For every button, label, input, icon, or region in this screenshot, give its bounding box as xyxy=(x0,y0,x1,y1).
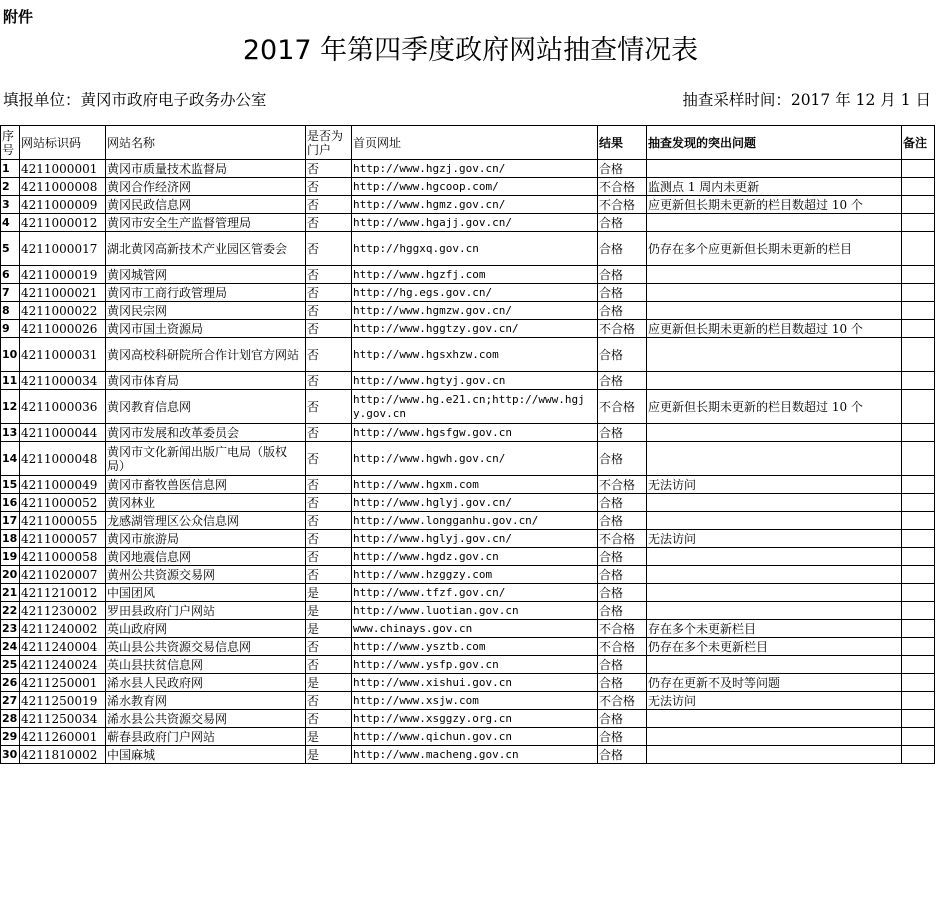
cell-no: 30 xyxy=(1,746,20,764)
cell-site-name: 黄冈市国土资源局 xyxy=(106,320,306,338)
table-row xyxy=(1,530,935,548)
cell-remark xyxy=(902,390,935,424)
cell-portal: 否 xyxy=(306,214,352,232)
cell-result: 合格 xyxy=(598,584,647,602)
cell-remark xyxy=(902,424,935,442)
cell-remark xyxy=(902,566,935,584)
cell-url: http://www.hggtzy.gov.cn/ xyxy=(352,320,598,338)
cell-site-name: 浠水县公共资源交易网 xyxy=(106,710,306,728)
cell-url: http://www.qichun.gov.cn xyxy=(352,728,598,746)
cell-result: 合格 xyxy=(598,214,647,232)
cell-portal: 否 xyxy=(306,548,352,566)
cell-issue xyxy=(647,424,902,442)
cell-site-name: 黄冈市旅游局 xyxy=(106,530,306,548)
cell-url: http://www.xsggzy.org.cn xyxy=(352,710,598,728)
cell-issue xyxy=(647,266,902,284)
cell-no: 8 xyxy=(1,302,20,320)
page-title: 2017 年第四季度政府网站抽查情况表 xyxy=(242,35,699,66)
cell-issue: 应更新但长期未更新的栏目数超过 10 个 xyxy=(647,196,902,214)
table-row xyxy=(1,214,935,232)
cell-portal: 否 xyxy=(306,390,352,424)
cell-portal: 否 xyxy=(306,656,352,674)
cell-issue: 监测点 1 周内未更新 xyxy=(647,178,902,196)
cell-issue: 无法访问 xyxy=(647,692,902,710)
cell-site-id: 4211000057 xyxy=(20,530,106,548)
cell-url: www.chinays.gov.cn xyxy=(352,620,598,638)
cell-url: http://www.hgdz.gov.cn xyxy=(352,548,598,566)
cell-issue xyxy=(647,372,902,390)
cell-url: http://www.hgwh.gov.cn/ xyxy=(352,442,598,476)
cell-issue xyxy=(647,512,902,530)
cell-issue: 无法访问 xyxy=(647,530,902,548)
cell-site-id: 4211000019 xyxy=(20,266,106,284)
cell-remark xyxy=(902,674,935,692)
cell-issue xyxy=(647,710,902,728)
cell-no: 27 xyxy=(1,692,20,710)
cell-url: http://www.luotian.gov.cn xyxy=(352,602,598,620)
cell-issue xyxy=(647,302,902,320)
cell-result: 合格 xyxy=(598,512,647,530)
cell-result: 合格 xyxy=(598,372,647,390)
cell-url: http://www.hgxm.com xyxy=(352,476,598,494)
cell-site-name: 黄冈林业 xyxy=(106,494,306,512)
cell-site-name: 英山县扶贫信息网 xyxy=(106,656,306,674)
header-issue: 抽查发现的突出问题 xyxy=(647,126,902,160)
table-row xyxy=(1,284,935,302)
cell-site-name: 英山县公共资源交易信息网 xyxy=(106,638,306,656)
cell-result: 合格 xyxy=(598,284,647,302)
cell-url: http://www.hgajj.gov.cn/ xyxy=(352,214,598,232)
cell-portal: 否 xyxy=(306,512,352,530)
cell-site-name: 黄州公共资源交易网 xyxy=(106,566,306,584)
cell-remark xyxy=(902,512,935,530)
cell-no: 24 xyxy=(1,638,20,656)
cell-remark xyxy=(902,584,935,602)
cell-result: 不合格 xyxy=(598,530,647,548)
cell-result: 合格 xyxy=(598,566,647,584)
cell-portal: 否 xyxy=(306,266,352,284)
table-row xyxy=(1,442,935,476)
cell-site-name: 浠水教育网 xyxy=(106,692,306,710)
cell-site-id: 4211250001 xyxy=(20,674,106,692)
table-row xyxy=(1,656,935,674)
cell-no: 6 xyxy=(1,266,20,284)
cell-site-id: 4211810002 xyxy=(20,746,106,764)
cell-no: 19 xyxy=(1,548,20,566)
cell-portal: 否 xyxy=(306,494,352,512)
cell-site-id: 4211000048 xyxy=(20,442,106,476)
cell-portal: 否 xyxy=(306,442,352,476)
cell-remark xyxy=(902,656,935,674)
cell-issue: 无法访问 xyxy=(647,476,902,494)
cell-url: http://www.macheng.gov.cn xyxy=(352,746,598,764)
cell-portal: 否 xyxy=(306,710,352,728)
table-row xyxy=(1,390,935,424)
table-row xyxy=(1,178,935,196)
header-remark: 备注 xyxy=(902,126,935,160)
cell-no: 12 xyxy=(1,390,20,424)
cell-site-id: 4211230002 xyxy=(20,602,106,620)
cell-url: http://hggxq.gov.cn xyxy=(352,232,598,266)
cell-site-id: 4211000044 xyxy=(20,424,106,442)
cell-result: 不合格 xyxy=(598,178,647,196)
cell-portal: 否 xyxy=(306,638,352,656)
cell-remark xyxy=(902,620,935,638)
cell-issue xyxy=(647,602,902,620)
cell-site-name: 黄冈市体育局 xyxy=(106,372,306,390)
table-row xyxy=(1,746,935,764)
cell-remark xyxy=(902,160,935,178)
cell-url: http://www.xishui.gov.cn xyxy=(352,674,598,692)
cell-site-name: 黄冈高校科研院所合作计划官方网站 xyxy=(106,338,306,372)
cell-url: http://www.hglyj.gov.cn/ xyxy=(352,494,598,512)
cell-site-id: 4211210012 xyxy=(20,584,106,602)
cell-remark xyxy=(902,338,935,372)
cell-site-id: 4211260001 xyxy=(20,728,106,746)
table-row xyxy=(1,494,935,512)
cell-remark xyxy=(902,602,935,620)
cell-remark xyxy=(902,320,935,338)
cell-portal: 否 xyxy=(306,178,352,196)
cell-site-id: 4211000012 xyxy=(20,214,106,232)
cell-site-id: 4211240024 xyxy=(20,656,106,674)
cell-portal: 是 xyxy=(306,746,352,764)
cell-url: http://www.ysfp.gov.cn xyxy=(352,656,598,674)
cell-issue: 仍存在更新不及时等问题 xyxy=(647,674,902,692)
cell-portal: 否 xyxy=(306,160,352,178)
cell-site-name: 浠水县人民政府网 xyxy=(106,674,306,692)
cell-url: http://www.hgmz.gov.cn/ xyxy=(352,196,598,214)
cell-issue xyxy=(647,338,902,372)
cell-portal: 是 xyxy=(306,584,352,602)
cell-site-id: 4211000031 xyxy=(20,338,106,372)
table-row xyxy=(1,548,935,566)
cell-site-id: 4211240002 xyxy=(20,620,106,638)
cell-issue: 应更新但长期未更新的栏目数超过 10 个 xyxy=(647,390,902,424)
cell-no: 25 xyxy=(1,656,20,674)
cell-site-name: 黄冈合作经济网 xyxy=(106,178,306,196)
table-row xyxy=(1,302,935,320)
cell-issue xyxy=(647,160,902,178)
cell-url: http://hg.egs.gov.cn/ xyxy=(352,284,598,302)
header-id: 网站标识码 xyxy=(20,126,106,160)
cell-result: 合格 xyxy=(598,494,647,512)
cell-no: 9 xyxy=(1,320,20,338)
cell-issue xyxy=(647,442,902,476)
cell-issue: 应更新但长期未更新的栏目数超过 10 个 xyxy=(647,320,902,338)
cell-url: http://www.hgcoop.com/ xyxy=(352,178,598,196)
cell-url: http://www.hglyj.gov.cn/ xyxy=(352,530,598,548)
cell-remark xyxy=(902,372,935,390)
cell-issue xyxy=(647,656,902,674)
cell-portal: 否 xyxy=(306,196,352,214)
table-row xyxy=(1,320,935,338)
cell-no: 15 xyxy=(1,476,20,494)
cell-no: 17 xyxy=(1,512,20,530)
cell-url: http://www.hgzfj.com xyxy=(352,266,598,284)
cell-result: 不合格 xyxy=(598,320,647,338)
cell-no: 18 xyxy=(1,530,20,548)
cell-issue xyxy=(647,548,902,566)
cell-site-id: 4211250019 xyxy=(20,692,106,710)
cell-url: http://www.hgsfgw.gov.cn xyxy=(352,424,598,442)
cell-issue: 存在多个未更新栏目 xyxy=(647,620,902,638)
cell-portal: 否 xyxy=(306,566,352,584)
sampling-time: 抽查采样时间：2017 年 12 月 1 日 xyxy=(682,91,931,109)
cell-no: 5 xyxy=(1,232,20,266)
cell-remark xyxy=(902,548,935,566)
cell-remark xyxy=(902,214,935,232)
cell-remark xyxy=(902,710,935,728)
header-url: 首页网址 xyxy=(352,126,598,160)
table-row xyxy=(1,584,935,602)
cell-site-id: 4211000052 xyxy=(20,494,106,512)
cell-no: 20 xyxy=(1,566,20,584)
cell-site-name: 黄冈市发展和改革委员会 xyxy=(106,424,306,442)
table-row xyxy=(1,674,935,692)
cell-url: http://www.xsjw.com xyxy=(352,692,598,710)
table-header xyxy=(1,126,935,160)
header-name: 网站名称 xyxy=(106,126,306,160)
cell-site-name: 罗田县政府门户网站 xyxy=(106,602,306,620)
cell-url: http://www.hgtyj.gov.cn xyxy=(352,372,598,390)
cell-portal: 否 xyxy=(306,530,352,548)
cell-remark xyxy=(902,476,935,494)
cell-result: 不合格 xyxy=(598,620,647,638)
header-no: 序号 xyxy=(1,126,20,160)
cell-url: http://www.hgzj.gov.cn/ xyxy=(352,160,598,178)
cell-remark xyxy=(902,284,935,302)
cell-result: 合格 xyxy=(598,338,647,372)
cell-remark xyxy=(902,746,935,764)
cell-site-name: 中国麻城 xyxy=(106,746,306,764)
cell-portal: 是 xyxy=(306,602,352,620)
cell-no: 4 xyxy=(1,214,20,232)
table-row xyxy=(1,372,935,390)
cell-site-name: 黄冈教育信息网 xyxy=(106,390,306,424)
cell-site-id: 4211000058 xyxy=(20,548,106,566)
cell-remark xyxy=(902,442,935,476)
table-row xyxy=(1,566,935,584)
cell-portal: 否 xyxy=(306,476,352,494)
cell-issue xyxy=(647,214,902,232)
cell-issue: 仍存在多个应更新但长期未更新的栏目 xyxy=(647,232,902,266)
cell-site-name: 黄冈城管网 xyxy=(106,266,306,284)
cell-portal: 否 xyxy=(306,320,352,338)
cell-result: 合格 xyxy=(598,674,647,692)
cell-url: http://www.ysztb.com xyxy=(352,638,598,656)
cell-remark xyxy=(902,302,935,320)
cell-no: 11 xyxy=(1,372,20,390)
cell-issue xyxy=(647,728,902,746)
cell-site-name: 黄冈地震信息网 xyxy=(106,548,306,566)
cell-no: 10 xyxy=(1,338,20,372)
cell-portal: 否 xyxy=(306,692,352,710)
table-row xyxy=(1,424,935,442)
cell-no: 23 xyxy=(1,620,20,638)
header-portal: 是否为门户 xyxy=(306,126,352,160)
cell-portal: 否 xyxy=(306,284,352,302)
cell-site-id: 4211000022 xyxy=(20,302,106,320)
cell-result: 合格 xyxy=(598,232,647,266)
cell-no: 26 xyxy=(1,674,20,692)
cell-result: 合格 xyxy=(598,656,647,674)
cell-no: 1 xyxy=(1,160,20,178)
cell-no: 7 xyxy=(1,284,20,302)
cell-remark xyxy=(902,530,935,548)
cell-remark xyxy=(902,494,935,512)
cell-portal: 否 xyxy=(306,424,352,442)
cell-no: 2 xyxy=(1,178,20,196)
cell-remark xyxy=(902,266,935,284)
cell-no: 13 xyxy=(1,424,20,442)
table-row xyxy=(1,728,935,746)
cell-site-id: 4211000001 xyxy=(20,160,106,178)
cell-site-name: 黄冈民宗网 xyxy=(106,302,306,320)
cell-result: 合格 xyxy=(598,602,647,620)
cell-no: 3 xyxy=(1,196,20,214)
cell-remark xyxy=(902,196,935,214)
cell-result: 不合格 xyxy=(598,476,647,494)
cell-url: http://www.longganhu.gov.cn/ xyxy=(352,512,598,530)
header-result: 结果 xyxy=(598,126,647,160)
attachment-label: 附件 xyxy=(3,8,34,26)
table-row xyxy=(1,692,935,710)
cell-result: 合格 xyxy=(598,728,647,746)
cell-portal: 否 xyxy=(306,302,352,320)
table-row xyxy=(1,338,935,372)
cell-site-name: 黄冈市文化新闻出版广电局（版权局） xyxy=(106,442,306,476)
cell-result: 合格 xyxy=(598,442,647,476)
cell-no: 14 xyxy=(1,442,20,476)
cell-portal: 是 xyxy=(306,728,352,746)
cell-issue: 仍存在多个未更新栏目 xyxy=(647,638,902,656)
cell-portal: 否 xyxy=(306,232,352,266)
cell-site-name: 黄冈市质量技术监督局 xyxy=(106,160,306,178)
cell-issue xyxy=(647,746,902,764)
table-row xyxy=(1,476,935,494)
cell-site-name: 黄冈民政信息网 xyxy=(106,196,306,214)
cell-no: 22 xyxy=(1,602,20,620)
cell-url: http://www.hzggzy.com xyxy=(352,566,598,584)
cell-site-id: 4211020007 xyxy=(20,566,106,584)
cell-issue xyxy=(647,566,902,584)
cell-no: 28 xyxy=(1,710,20,728)
table-row xyxy=(1,266,935,284)
table-row xyxy=(1,196,935,214)
cell-site-name: 中国团风 xyxy=(106,584,306,602)
cell-issue xyxy=(647,284,902,302)
cell-result: 合格 xyxy=(598,302,647,320)
cell-result: 不合格 xyxy=(598,638,647,656)
cell-site-id: 4211000021 xyxy=(20,284,106,302)
cell-result: 合格 xyxy=(598,710,647,728)
cell-site-id: 4211000055 xyxy=(20,512,106,530)
cell-remark xyxy=(902,232,935,266)
table-row xyxy=(1,512,935,530)
cell-result: 不合格 xyxy=(598,692,647,710)
cell-result: 不合格 xyxy=(598,196,647,214)
cell-site-name: 英山政府网 xyxy=(106,620,306,638)
cell-site-name: 黄冈市工商行政管理局 xyxy=(106,284,306,302)
table-row xyxy=(1,160,935,178)
inspection-table xyxy=(0,125,935,764)
table-row xyxy=(1,620,935,638)
cell-result: 合格 xyxy=(598,548,647,566)
reporting-unit: 填报单位：黄冈市政府电子政务办公室 xyxy=(3,91,267,109)
cell-site-id: 4211000036 xyxy=(20,390,106,424)
cell-result: 合格 xyxy=(598,160,647,178)
cell-site-name: 蕲春县政府门户网站 xyxy=(106,728,306,746)
cell-site-name: 湖北黄冈高新技术产业园区管委会 xyxy=(106,232,306,266)
cell-portal: 否 xyxy=(306,338,352,372)
table-row xyxy=(1,232,935,266)
cell-no: 16 xyxy=(1,494,20,512)
cell-url: http://www.hgsxhzw.com xyxy=(352,338,598,372)
cell-portal: 是 xyxy=(306,674,352,692)
table-row xyxy=(1,710,935,728)
cell-site-id: 4211000049 xyxy=(20,476,106,494)
table-body xyxy=(1,160,935,764)
cell-result: 合格 xyxy=(598,266,647,284)
cell-url: http://www.tfzf.gov.cn/ xyxy=(352,584,598,602)
table-row xyxy=(1,638,935,656)
cell-site-name: 黄冈市安全生产监督管理局 xyxy=(106,214,306,232)
cell-site-id: 4211000026 xyxy=(20,320,106,338)
cell-url: http://www.hgmzw.gov.cn/ xyxy=(352,302,598,320)
cell-issue xyxy=(647,494,902,512)
cell-portal: 是 xyxy=(306,620,352,638)
cell-remark xyxy=(902,638,935,656)
cell-site-id: 4211240004 xyxy=(20,638,106,656)
cell-no: 29 xyxy=(1,728,20,746)
cell-url: http://www.hg.e21.cn;http://www.hgjy.gov.cn xyxy=(352,390,598,424)
cell-site-name: 黄冈市畜牧兽医信息网 xyxy=(106,476,306,494)
cell-remark xyxy=(902,692,935,710)
cell-issue xyxy=(647,584,902,602)
cell-site-id: 4211250034 xyxy=(20,710,106,728)
cell-site-id: 4211000034 xyxy=(20,372,106,390)
cell-result: 合格 xyxy=(598,424,647,442)
cell-remark xyxy=(902,178,935,196)
cell-site-name: 龙感湖管理区公众信息网 xyxy=(106,512,306,530)
cell-portal: 否 xyxy=(306,372,352,390)
table-row xyxy=(1,602,935,620)
cell-remark xyxy=(902,728,935,746)
cell-result: 合格 xyxy=(598,746,647,764)
cell-site-id: 4211000008 xyxy=(20,178,106,196)
cell-site-id: 4211000009 xyxy=(20,196,106,214)
cell-site-id: 4211000017 xyxy=(20,232,106,266)
cell-result: 不合格 xyxy=(598,390,647,424)
cell-no: 21 xyxy=(1,584,20,602)
